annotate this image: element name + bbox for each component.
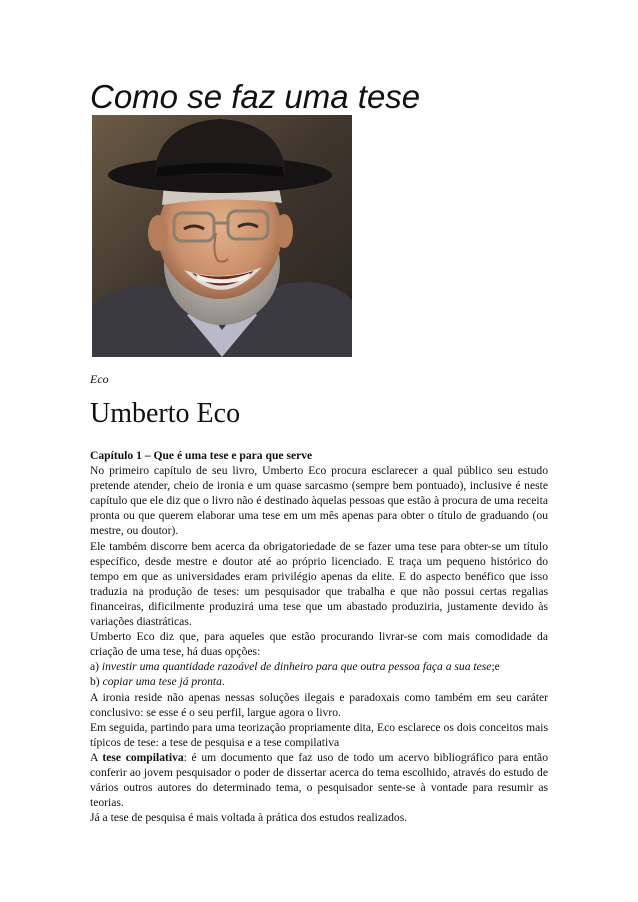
paragraph-4: A ironia reside não apenas nessas soluções ilegais e paradoxais como também em seu caráter conclusivo: se esse é o seu perfil, largue agora o livro. (90, 690, 548, 719)
option-a-prefix: a) (90, 660, 102, 674)
document-title: Como se faz uma tese (90, 78, 421, 115)
paragraph-3: Umberto Eco diz que, para aqueles que estão procurando livrar-se com mais comodidade da criação de uma tese, há duas opções: (90, 630, 548, 659)
option-b-text: copiar uma tese já pronta (102, 675, 222, 689)
paragraph-7: Já a tese de pesquisa é mais voltada à prática dos estudos realizados. (90, 811, 408, 825)
option-b-suffix: . (221, 675, 225, 689)
author-photo (92, 115, 352, 357)
document-body (90, 448, 548, 825)
chapter-heading: Capítulo 1 – Que é uma tese e para que serve (90, 449, 313, 462)
author-name: Umberto Eco (90, 398, 241, 429)
paragraph-1: No primeiro capítulo de seu livro, Umberto Eco procura esclarecer a qual público seu estudo pretende atender, cheio de ironia e um quase sarcasmo (sempre bem pontuado), inclusive é neste capítulo que ele diz que o livro não é destinado àquelas pessoas que estão à procura de uma receita pronta ou que querem elaborar uma tese em um mês apenas para obter o título de graduando (ou mestre, ou doutor). (90, 464, 548, 538)
option-a (90, 659, 548, 674)
paragraph-6-bold: tese compilativa (102, 750, 184, 764)
option-b (90, 674, 548, 689)
paragraph-2: Ele também discorre bem acerca da obrigatoriedade de se fazer uma tese para obter-se um título específico, desde mestre e doutor até ao próprio licenciado. E traça um pequeno histórico do tempo em que as universidades eram privilégio apenas da elite. E do aspecto benéfico que isso traduzia na produção de teses: um pesquisador que trabalha e que não possui certas regalias financeiras, dificilmente produzirá uma tese que um abastado produziria, justamente devido às variações diastráticas. (90, 539, 548, 629)
paragraph-6 (90, 750, 548, 810)
paragraph-6-rest: : é um documento que faz uso de todo um acervo bibliográfico para então conferir ao jovem pesquisador o poder de dissertar acerca do tema escolhido, através do estudo de vários outros autores do determinado tema, o pesquisador sente-se à vontade para resumir as teorias. (90, 750, 548, 810)
photo-caption: Eco (90, 372, 109, 386)
paragraph-6-prefix: A (90, 750, 103, 764)
paragraph-5: Em seguida, partindo para uma teorização propriamente dita, Eco esclarece os dois conceitos mais típicos de tese: a tese de pesquisa e a tese compilativa (90, 720, 548, 749)
option-b-prefix: b) (90, 675, 103, 689)
option-a-text: investir uma quantidade razoável de dinheiro para que outra pessoa faça a sua tese (101, 660, 492, 674)
option-a-suffix: ;e (491, 660, 500, 674)
